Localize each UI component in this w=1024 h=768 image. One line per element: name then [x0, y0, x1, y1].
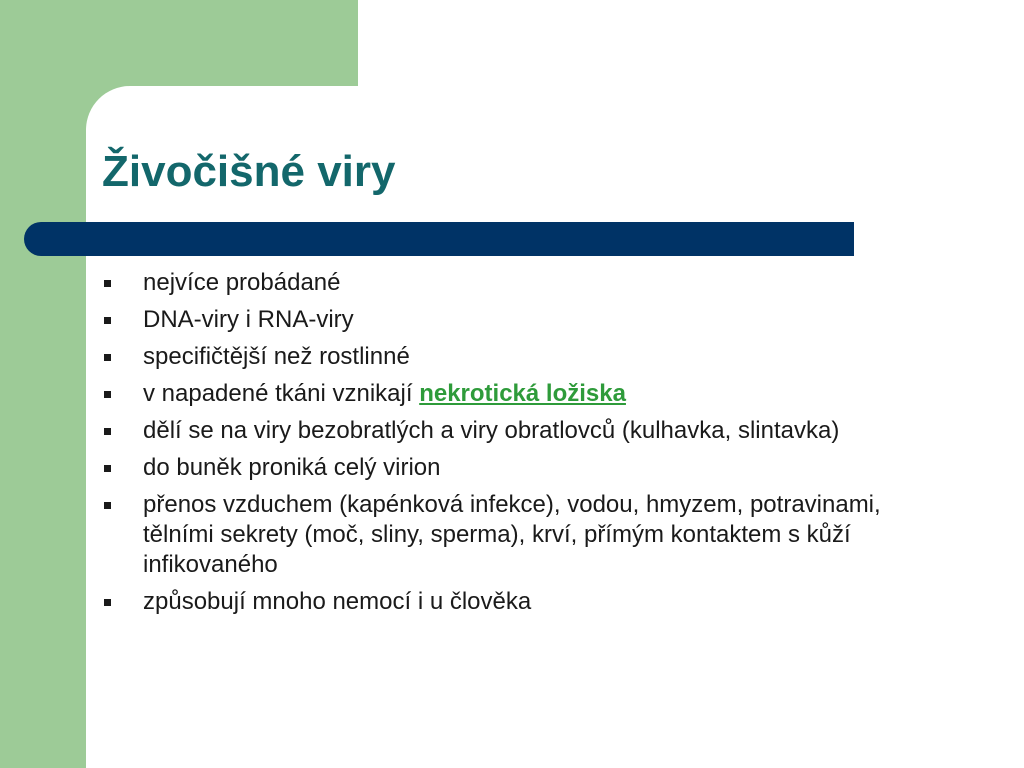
bullet-text [143, 379, 954, 409]
square-bullet-icon [104, 465, 111, 472]
necrotic-lesions-link[interactable]: nekrotická ložiska [419, 380, 626, 407]
title-underline-bar [24, 222, 854, 256]
bullet-text: způsobují mnoho nemocí i u člověka [143, 588, 532, 615]
bullet-item-necrotic-lesions [104, 379, 954, 409]
bullet-item-specificity [104, 342, 954, 372]
bullet-text-prefix: v napadené tkáni vznikají [143, 380, 420, 407]
bullet-item-virion-entry [104, 453, 954, 483]
square-bullet-icon [104, 502, 111, 509]
bullet-text: do buněk proniká celý virion [143, 454, 441, 481]
bullet-list [104, 268, 954, 624]
bullet-text: DNA-viry i RNA-viry [143, 306, 354, 333]
bullet-item-most-researched [104, 268, 954, 298]
bullet-item-transmission [104, 490, 954, 580]
square-bullet-icon [104, 391, 111, 398]
bullet-text: dělí se na viry bezobratlých a viry obratlovců (kulhavka, slintavka) [143, 417, 840, 444]
bullet-item-dna-rna [104, 305, 954, 335]
square-bullet-icon [104, 280, 111, 287]
square-bullet-icon [104, 428, 111, 435]
square-bullet-icon [104, 599, 111, 606]
bullet-text: přenos vzduchem (kapénková infekce), vodou, hmyzem, potravinami, tělními sekrety (moč, sliny, sperma), krví, přímým kontaktem s kůží infikovaného [143, 491, 881, 578]
square-bullet-icon [104, 317, 111, 324]
bullet-text: specifičtější než rostlinné [143, 343, 410, 370]
bullet-item-human-diseases [104, 587, 954, 617]
square-bullet-icon [104, 354, 111, 361]
slide-title: Živočišné viry [102, 147, 396, 196]
bullet-text: nejvíce probádané [143, 269, 341, 296]
bullet-item-classification [104, 416, 954, 446]
